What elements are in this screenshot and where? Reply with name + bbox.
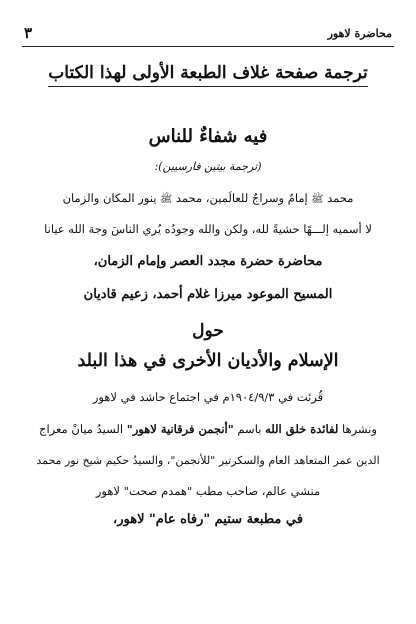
read-date-line: قُرئت في ١٩٠٤/٩/٣م في اجتماع حاشد في لاهور xyxy=(92,390,324,404)
published-part-c: باسم xyxy=(237,422,262,436)
page-title xyxy=(18,63,398,83)
verse1-part-a: محمد xyxy=(327,191,354,205)
page-number: ٣ xyxy=(24,24,33,42)
translation-note: (ترجمة بيتين فارسيين): xyxy=(154,160,262,173)
page-title-text: ترجمة صفحة غلاف الطبعة الأولى لهذا الكتاب xyxy=(48,63,367,87)
author-line: المسيح الموعود ميرزا غلام أحمد، زعيم قاديان xyxy=(83,287,333,302)
verse-line-2: لا أسميه إلـــهًا حشيةً لله، ولكن والله وجودُه يُري الناسَ وجهَ الله عيانا xyxy=(44,222,372,236)
publisher-line-2: الدين عمر المتعاهد العام والسكرتير "للأنجمن"، والسيدُ حكيم شيخ نور محمد xyxy=(36,454,380,467)
verse1-part-b: إمامٌ وسراجٌ للعالَمين، محمد xyxy=(175,191,308,205)
topic-line: الإسلام والأديان الأخرى في هذا البلد xyxy=(77,351,339,371)
running-title: محاضرة لاهور xyxy=(327,27,392,40)
page-header xyxy=(22,24,394,47)
published-line xyxy=(18,422,398,436)
salutation-mark-2: ﷺ xyxy=(160,194,173,205)
about-line: حول xyxy=(192,321,224,341)
published-part-d: "أنجمن فرقانية لاهور" xyxy=(126,422,234,436)
verse-line-1 xyxy=(18,191,398,207)
lecture-line: محاضرة حضرة مجدد العصر وإمام الزمان، xyxy=(93,254,323,269)
motto-line: فيه شفاءٌ للناس xyxy=(148,126,268,147)
printed-line: في مطبعة ستيم "رفاه عام" لاهور، xyxy=(113,512,303,527)
publisher-line-3: منشي عالم، صاحب مطب "همدم صحت" لاهور xyxy=(95,484,321,498)
published-part-e: السيدُ ميانْ معراج xyxy=(39,422,124,436)
published-part-a: ونشرها xyxy=(342,422,377,436)
published-part-b: لفائدة خلق الله xyxy=(265,422,339,436)
salutation-mark-1: ﷺ xyxy=(311,194,324,205)
verse1-part-c: ينور المكان والزمان xyxy=(62,191,157,205)
